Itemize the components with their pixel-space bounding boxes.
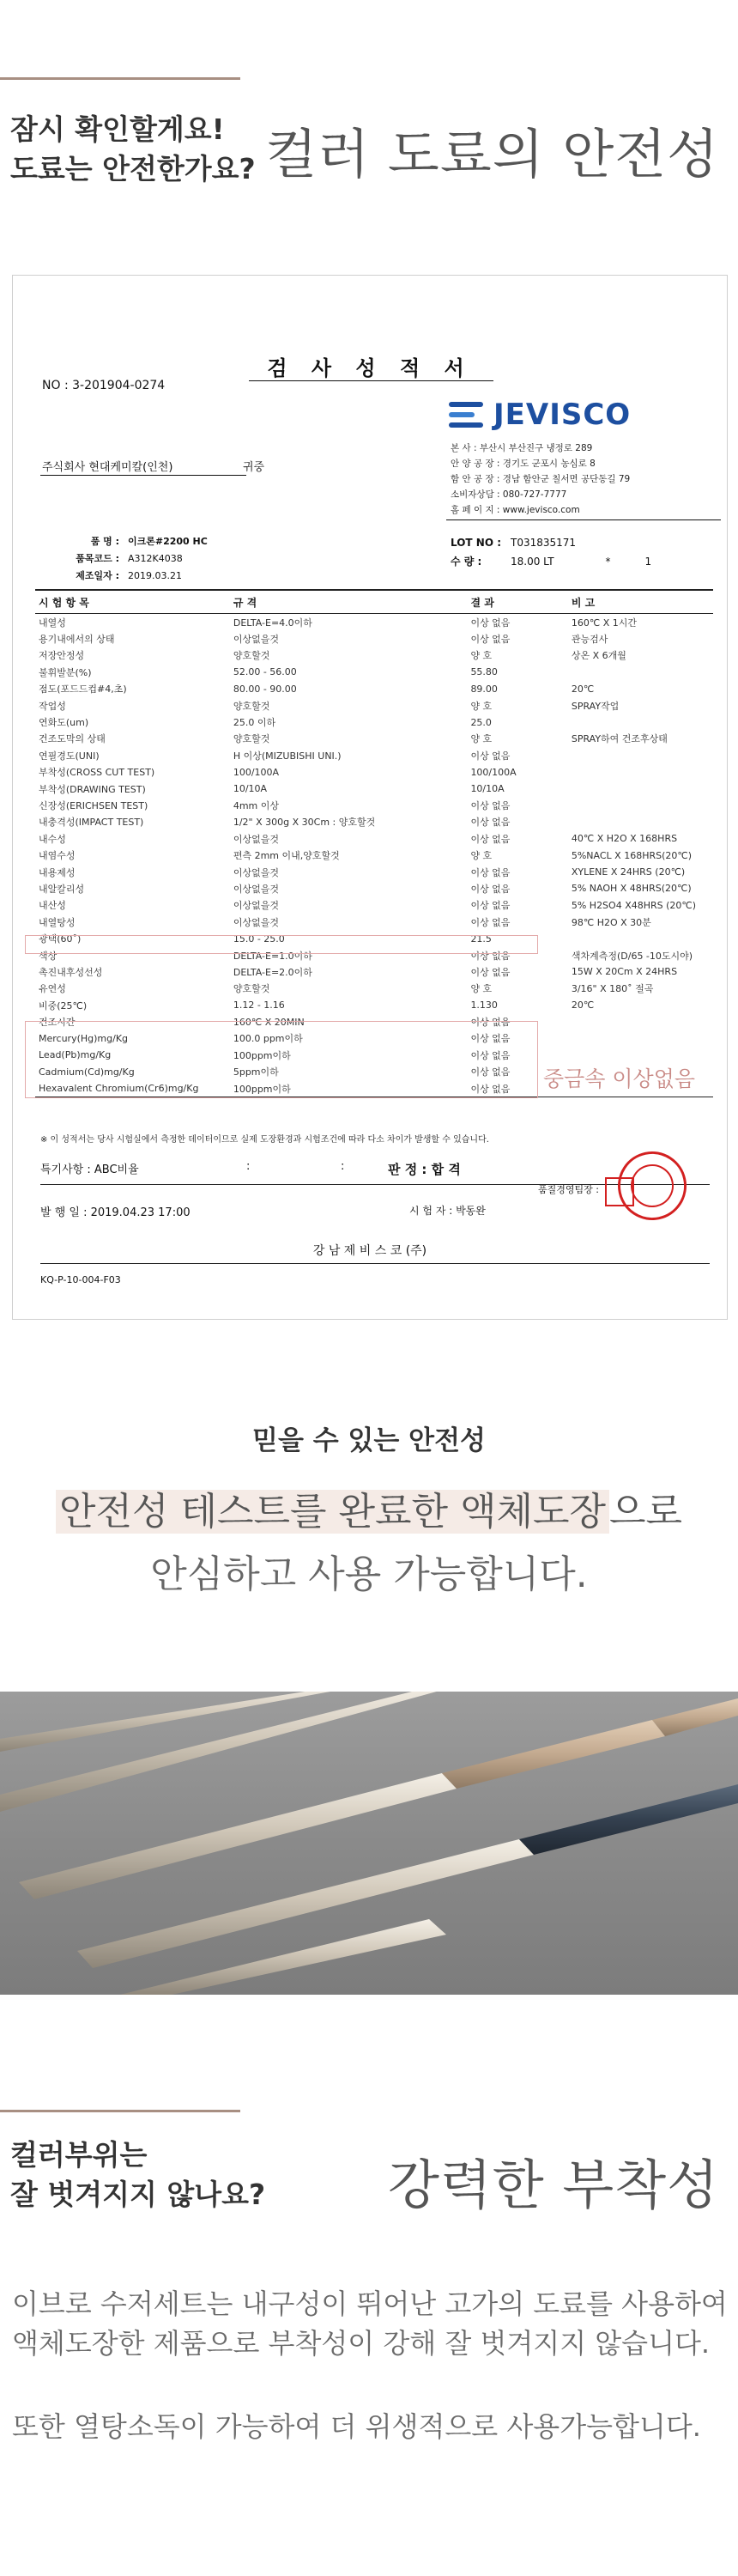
- cell-spec: 100ppm이하: [233, 1049, 291, 1061]
- table-row: [35, 647, 713, 664]
- cell-note: SPRAY하여 건조후상태: [571, 733, 668, 745]
- cell-item: 내용제성: [39, 866, 76, 878]
- cell-note: 3/16" X 180˚ 절곡: [571, 983, 654, 995]
- cell-spec: 100/100A: [233, 766, 280, 778]
- inspection-certificate: [12, 275, 728, 1320]
- trust-subheading: 믿을 수 있는 안전성: [252, 1425, 486, 1456]
- cell-spec: DELTA-E=1.0이하: [233, 950, 312, 962]
- cell-result: 55.80: [470, 666, 498, 678]
- cell-result: 양 호: [470, 733, 493, 745]
- cell-note: XYLENE X 24HRS (20℃): [571, 866, 686, 878]
- cell-result: 이상 없음: [470, 833, 511, 845]
- table-row: [35, 747, 713, 763]
- table-row: [35, 830, 713, 847]
- table-row: [35, 897, 713, 914]
- cell-result: 이상 없음: [470, 799, 511, 811]
- cell-spec: 160℃ X 20MIN: [233, 1016, 305, 1028]
- cell-note: 5% H2SO4 X48HRS (20℃): [571, 899, 697, 911]
- cell-result: 양 호: [470, 650, 493, 662]
- cell-result: 1.130: [470, 999, 498, 1012]
- table-row: [35, 731, 713, 747]
- cell-spec: 편측 2mm 이내,양호할것: [233, 850, 340, 862]
- safety-statement-line-2: 안심하고 사용 가능합니다.: [150, 1552, 588, 1596]
- qa-manager-label: 품질경영팀장 :: [538, 1184, 599, 1195]
- certificate-title: 검 사 성 적 서: [267, 356, 473, 380]
- cell-spec: 이상없을것: [233, 833, 279, 845]
- cell-result: 양 호: [470, 983, 493, 995]
- logo-text: JEVISCO: [493, 398, 632, 432]
- cell-item: 건조도막의 상태: [39, 733, 106, 745]
- cell-spec: 이상없을것: [233, 916, 279, 928]
- cell-note: 160℃ X 1시간: [571, 617, 637, 629]
- cell-result: 이상 없음: [470, 1049, 511, 1061]
- header-spec: 규 격: [233, 596, 257, 609]
- cell-item: 연필경도(UNI): [39, 750, 100, 762]
- chopstick-4-navy: [519, 1784, 738, 1855]
- address-line: 본 사 : 부산시 부산진구 냉정로 289: [451, 443, 593, 453]
- chopsticks-illustration: [0, 1692, 738, 1995]
- cell-item: 내열탕성: [39, 916, 76, 928]
- heavy-metal-ok-label: 중금속 이상없음: [543, 1066, 695, 1091]
- cell-result: 이상 없음: [470, 617, 511, 629]
- cell-item: 용기내에서의 상태: [39, 634, 115, 646]
- table-row: [35, 681, 713, 697]
- cell-note: 색차계측정(D/65 -10도시야): [571, 950, 693, 962]
- jevisco-logo: [449, 398, 631, 432]
- cell-result: 이상 없음: [470, 1066, 511, 1078]
- cell-item: 연화도(um): [39, 717, 89, 729]
- certificate-number: NO : 3-201904-0274: [42, 379, 166, 392]
- cell-item: Mercury(Hg)mg/Kg: [39, 1032, 129, 1044]
- table-row: [35, 981, 713, 997]
- cell-spec: 100.0 ppm이하: [233, 1033, 303, 1045]
- cell-note: 5%NACL X 168HRS(20℃): [571, 849, 693, 861]
- jevisco-logo-mark-icon: [449, 398, 488, 431]
- cell-note: 98℃ H2O X 30분: [571, 916, 651, 928]
- cell-note: 20℃: [571, 999, 595, 1012]
- cell-item: 유연성: [39, 983, 66, 995]
- cell-item: Lead(Pb)mg/Kg: [39, 1049, 112, 1061]
- issuer-underline: [40, 1263, 710, 1264]
- chopstick-3-gold: [442, 1720, 665, 1789]
- cell-result: 이상 없음: [470, 950, 511, 962]
- cell-spec: 4mm 이상: [233, 799, 280, 811]
- client-underline: [40, 475, 246, 476]
- section-heading-paint-safety: 컬러 도료의 안전성: [265, 123, 719, 185]
- cell-spec: 1/2" X 300g X 30Cm : 양호할것: [233, 817, 376, 829]
- header-result: 결 과: [470, 596, 494, 609]
- section-heading-adhesion: 강력한 부착성: [387, 2154, 719, 2216]
- address-line: 함 안 공 장 : 경남 함안군 칠서면 공단동길 79: [451, 474, 631, 484]
- cell-result: 이상 없음: [470, 817, 511, 829]
- issuer-company: 강 남 제 비 스 코 (주): [312, 1244, 427, 1258]
- cell-note: 5% NAOH X 48HRS(20℃): [571, 883, 692, 895]
- table-row: [35, 614, 713, 630]
- issue-date: 발 행 일 : 2019.04.23 17:00: [40, 1206, 191, 1219]
- address-line: 안 양 공 장 : 경기도 군포시 농심로 8: [451, 459, 596, 469]
- cell-result: 이상 없음: [470, 900, 511, 912]
- cell-note: 관능검사: [571, 634, 608, 646]
- cell-item: Cadmium(Cd)mg/Kg: [39, 1066, 135, 1078]
- cell-spec: 52.00 - 56.00: [233, 666, 297, 678]
- cell-item: 내충격성(IMPACT TEST): [39, 817, 144, 829]
- tester: 시 험 자 : 박동완: [409, 1205, 486, 1217]
- cell-note: 상온 X 6개월: [571, 650, 626, 662]
- adhesion-description: [12, 2284, 728, 2363]
- cell-item: 부착성(DRAWING TEST): [39, 783, 146, 795]
- cell-result: 이상 없음: [470, 634, 511, 646]
- remarks-row: 특기사항 : ABC비율 : : 판 정 : 합 격: [40, 1160, 710, 1185]
- special-notes: 특기사항 : ABC비율: [40, 1163, 139, 1176]
- quantity-row: 수 량 : 18.00 LT * 1: [451, 556, 652, 568]
- meta-row: 제조일자 : 2019.03.21: [76, 570, 182, 581]
- cell-item: 내수성: [39, 833, 66, 845]
- meta-row: 품목코드 : A312K4038: [76, 553, 183, 564]
- sterilization-note: 또한 열탕소독이 가능하여 더 위생적으로 사용가능합니다.: [12, 2410, 701, 2443]
- table-row: [35, 797, 713, 813]
- table-row: [35, 880, 713, 896]
- cell-spec: 100ppm이하: [233, 1083, 291, 1095]
- table-row: [35, 847, 713, 863]
- cell-item: 내알칼리성: [39, 883, 85, 895]
- cell-note: 20℃: [571, 683, 595, 695]
- cell-result: 이상 없음: [470, 966, 511, 978]
- question-line-2: 잘 벗겨지지 않나요?: [10, 2178, 266, 2211]
- table-row: [35, 914, 713, 930]
- title-underline: [249, 380, 493, 381]
- cell-spec: 양호할것: [233, 650, 270, 662]
- cell-result: 25.0: [470, 716, 492, 728]
- highlight-box-heavy-metals: [25, 1021, 538, 1098]
- header-item: 시 험 항 목: [39, 596, 89, 609]
- table-row: [35, 864, 713, 880]
- table-row: [35, 764, 713, 781]
- table-row: [35, 714, 713, 730]
- cell-spec: 이상없을것: [233, 866, 279, 878]
- safety-question: [10, 110, 256, 189]
- meta-row: 품 명 : 이크론#2200 HC: [90, 536, 208, 547]
- cell-result: 이상 없음: [470, 866, 511, 878]
- cell-spec: 양호할것: [233, 700, 270, 712]
- address-line: 홈 페 이 지 : www.jevisco.com: [451, 505, 580, 515]
- cell-spec: 15.0 - 25.0: [233, 933, 285, 945]
- address-line: 소비자상담 : 080-727-7777: [451, 489, 567, 500]
- cell-spec: 이상없을것: [233, 883, 279, 895]
- cell-result: 21.5: [470, 933, 492, 945]
- form-code: KQ-P-10-004-F03: [40, 1274, 121, 1285]
- address-underline: [446, 519, 721, 520]
- adhesion-question: [10, 2136, 265, 2215]
- cell-item: Hexavalent Chromium(Cr6)mg/Kg: [39, 1083, 199, 1095]
- client-suffix: 귀중: [243, 461, 265, 474]
- seal-stamp: [605, 1177, 634, 1206]
- cell-result: 이상 없음: [470, 883, 511, 895]
- highlighted-text: 안전성 테스트를 완료한 액체도장: [56, 1490, 609, 1534]
- cell-spec: 25.0 이하: [233, 717, 276, 729]
- cell-result: 100/100A: [470, 766, 517, 778]
- cell-spec: 1.12 - 1.16: [233, 999, 285, 1012]
- cell-result: 89.00: [470, 683, 498, 695]
- safety-statement-line-1: 안전성 테스트를 완료한 액체도장으로: [0, 1480, 738, 1535]
- cell-item: 작업성: [39, 700, 66, 712]
- lot-meta: [451, 533, 651, 571]
- cell-item: 내산성: [39, 900, 66, 912]
- cell-spec: 이상없을것: [233, 634, 279, 646]
- cell-item: 저장안정성: [39, 650, 85, 662]
- cell-spec: 5ppm이하: [233, 1066, 279, 1078]
- section-divider-line: [0, 77, 240, 80]
- cell-item: 광택(60˚): [39, 933, 82, 945]
- verdict: 판 정 : 합 격: [388, 1162, 461, 1177]
- cell-spec: DELTA-E=4.0이하: [233, 617, 312, 629]
- certificate-footnote: ※ 이 성적서는 당사 시험실에서 측정한 데이터이므로 실제 도장환경과 시험조건에 따라 다소 차이가 발생할 수 있습니다.: [40, 1135, 489, 1145]
- cell-result: 이상 없음: [470, 1083, 511, 1095]
- header-note: 비 고: [571, 596, 596, 609]
- question-line-1: 잠시 확인할게요!: [10, 112, 225, 146]
- cell-item: 부착성(CROSS CUT TEST): [39, 767, 155, 779]
- company-address: [451, 440, 630, 518]
- cell-note: SPRAY작업: [571, 700, 620, 712]
- table-row: [35, 814, 713, 830]
- cell-item: 내열성: [39, 617, 66, 629]
- cell-result: 이상 없음: [470, 750, 511, 762]
- client-name: 주식회사 현대케미칼(인천): [42, 461, 173, 474]
- cell-spec: 10/10A: [233, 783, 268, 795]
- cell-result: 이상 없음: [470, 916, 511, 928]
- cell-result: 이상 없음: [470, 1017, 511, 1029]
- table-row: [35, 997, 713, 1013]
- table-row: [35, 963, 713, 980]
- product-meta: [52, 533, 208, 585]
- table-row: [35, 630, 713, 647]
- cell-spec: 양호할것: [233, 733, 270, 745]
- table-row: [35, 697, 713, 714]
- cell-result: 10/10A: [470, 783, 505, 795]
- table-header: [35, 589, 713, 614]
- cell-result: 이상 없음: [470, 1033, 511, 1045]
- cell-note: 40℃ X H2O X 168HRS: [571, 833, 678, 845]
- cell-item: 비중(25℃): [39, 999, 88, 1012]
- cell-item: 촉진내후성선성: [39, 966, 103, 978]
- cell-spec: 양호할것: [233, 983, 270, 995]
- cell-result: 양 호: [470, 850, 493, 862]
- lot-row: LOT NO : T031835171: [451, 537, 577, 549]
- cell-spec: 이상없을것: [233, 900, 279, 912]
- table-row: [35, 664, 713, 680]
- question-line-1: 컬러부위는: [10, 2138, 148, 2172]
- section-divider-line: [0, 2110, 240, 2112]
- cell-item: 점도(포드드컵#4,초): [39, 683, 127, 696]
- description-line: 액체도장한 제품으로 부착성이 강해 잘 벗겨지지 않습니다.: [12, 2327, 711, 2360]
- cell-result: 양 호: [470, 700, 493, 712]
- description-line: 이브로 수저세트는 내구성이 뛰어난 고가의 도료를 사용하여: [12, 2287, 728, 2320]
- cell-spec: H 이상(MIZUBISHI UNI.): [233, 750, 342, 762]
- cell-item: 건조시간: [39, 1017, 76, 1029]
- chopsticks-product-photo: [0, 1692, 738, 1995]
- table-row: [35, 781, 713, 797]
- cell-spec: 80.00 - 90.00: [233, 683, 297, 695]
- cell-item: 내염수성: [39, 850, 76, 862]
- highlight-box-hot-water: [25, 935, 538, 954]
- cell-spec: DELTA-E=2.0이하: [233, 966, 312, 978]
- cell-item: 색상: [39, 950, 57, 962]
- cell-item: 불휘발분(%): [39, 666, 92, 678]
- question-line-2: 도료는 안전한가요?: [10, 152, 256, 185]
- cell-note: 15W X 20Cm X 24HRS: [571, 966, 678, 978]
- cell-item: 신장성(ERICHSEN TEST): [39, 799, 148, 811]
